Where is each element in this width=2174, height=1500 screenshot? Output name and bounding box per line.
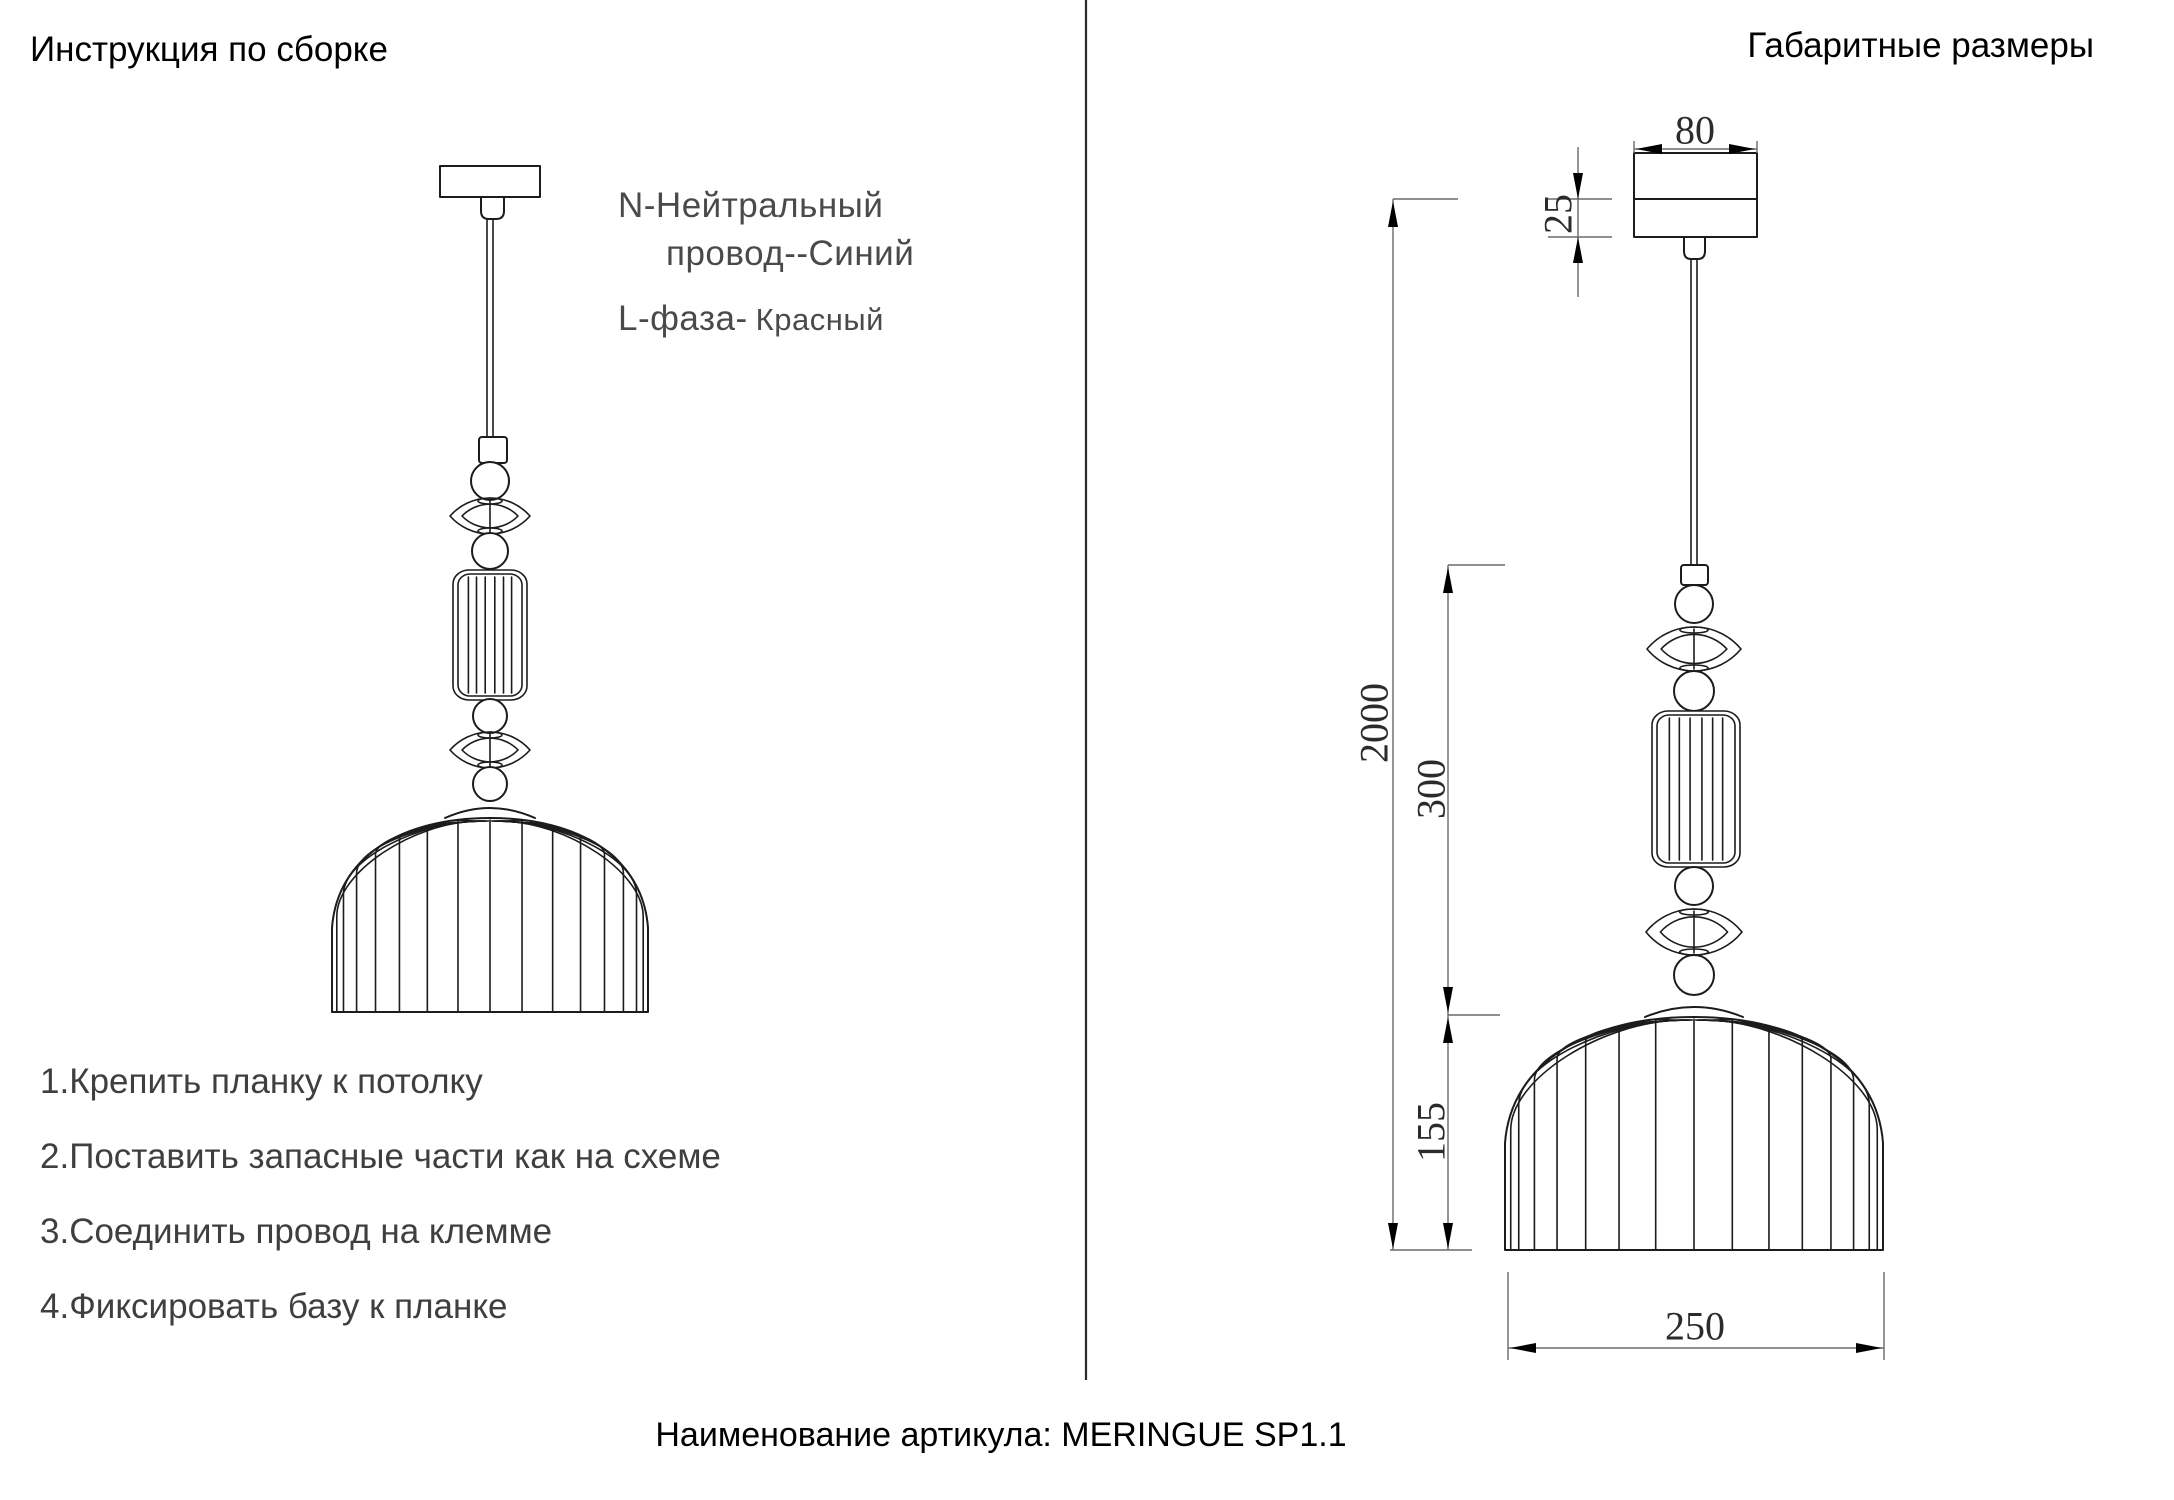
canopy [1634, 153, 1757, 237]
assembly-step-4: 4.Фиксировать базу к планке [40, 1287, 508, 1326]
decor-ball-3 [1675, 867, 1713, 905]
canopy-connector [1684, 237, 1705, 259]
neutral-wire-label-line1: N-Нейтральный [618, 186, 884, 225]
article-footer: Наименование артикула: MERINGUE SP1.1 [655, 1416, 1347, 1454]
decor-ball-1 [1675, 585, 1713, 623]
dim-shade-height: 155 [1408, 1102, 1454, 1162]
decor-bicone-1 [450, 498, 530, 534]
decor-bicone-2 [450, 732, 530, 768]
wire-connector [1681, 565, 1708, 585]
phase-wire-color: Красный [755, 302, 884, 337]
suspension-wire [1691, 259, 1697, 565]
dim-canopy-width: 80 [1675, 107, 1715, 153]
decor-ball-4 [473, 767, 507, 801]
decor-ribbed-cylinder [1652, 711, 1740, 867]
dim-shade-diameter: 250 [1665, 1303, 1725, 1349]
phase-wire-label-prefix: L-фаза- [618, 299, 748, 338]
decor-ball-2 [1674, 671, 1714, 711]
wire-connector [479, 437, 507, 463]
dim-overall-height: 2000 [1351, 683, 1397, 763]
neutral-wire-label-line2: провод--Синий [666, 234, 915, 273]
assembly-step-2: 2.Поставить запасные части как на схеме [40, 1137, 721, 1176]
decor-ball-1 [471, 462, 509, 500]
decor-ball-2 [472, 533, 508, 569]
left-panel-title: Инструкция по сборке [30, 30, 388, 69]
phase-wire-label [618, 299, 884, 339]
assembly-step-3: 3.Соединить провод на клемме [40, 1212, 553, 1251]
right-lamp-drawing [1505, 153, 1883, 1250]
decor-ball-3 [473, 699, 507, 733]
decor-ball-4 [1674, 955, 1714, 995]
assembly-step-1: 1.Крепить планку к потолку [40, 1062, 483, 1101]
plate-connector [481, 197, 504, 219]
dim-canopy-height: 25 [1535, 194, 1581, 234]
dim-decor-section-height: 300 [1408, 759, 1454, 819]
left-lamp-drawing [332, 166, 648, 1012]
shade-top-cap [1645, 1007, 1743, 1017]
decor-bicone-2 [1646, 909, 1742, 955]
ceiling-plate [440, 166, 540, 197]
neutral-wire-label [618, 186, 914, 274]
shade-top-cap [445, 808, 535, 818]
decor-ribbed-cylinder [453, 570, 527, 700]
decor-bicone-1 [1647, 627, 1741, 671]
right-panel-title: Габаритные размеры [1747, 26, 2094, 65]
suspension-wire [487, 219, 493, 437]
